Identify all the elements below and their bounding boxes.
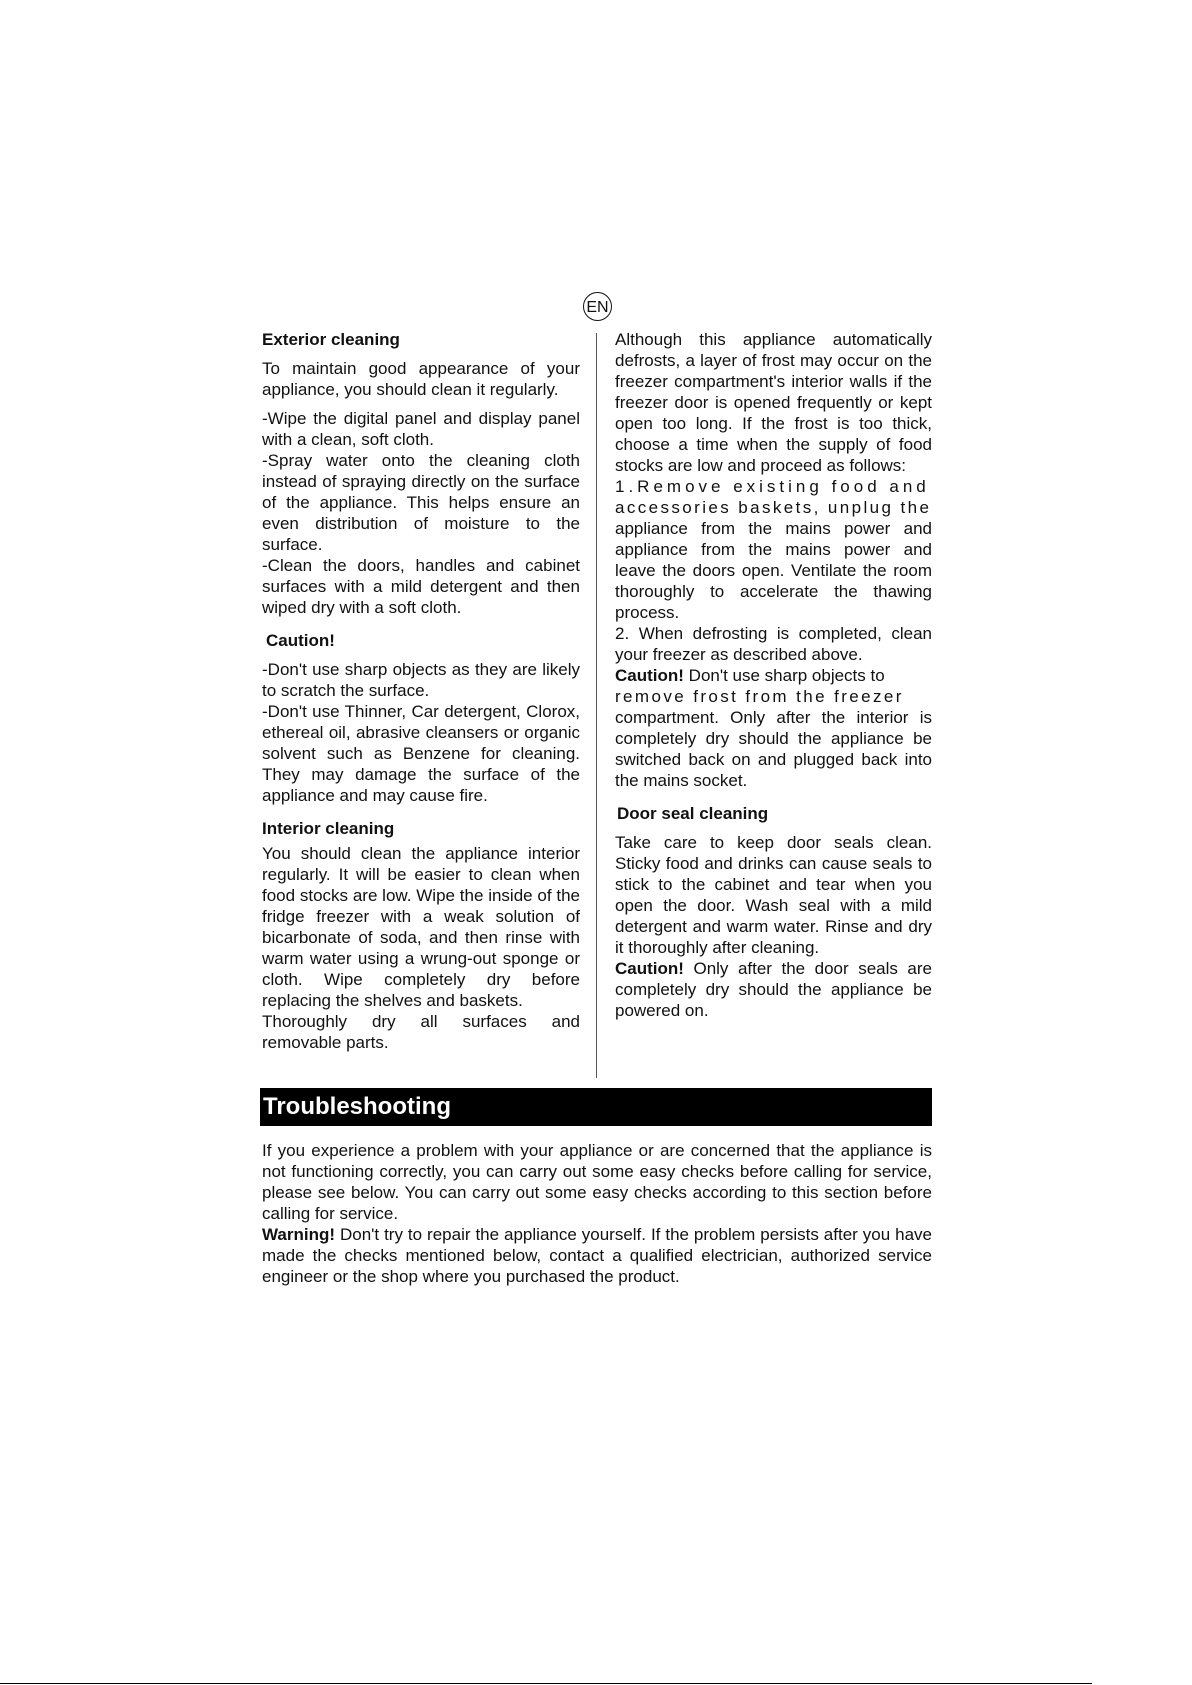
door-seal-text: Take care to keep door seals clean. Sticky food and drinks can cause seals to stick to the cabinet and tear when you open the door. Wash seal with a mild detergent and warm water. Rinse and dry it thoroughly after cleaning. xyxy=(615,833,932,957)
caution-bullet-2: -Don't use Thinner, Car detergent, Clorox, ethereal oil, abrasive cleansers or organic solvent such as Benzene for cleaning. They may damage the surface of the appliance and may cause fire. xyxy=(262,702,580,805)
door-seal-heading: Door seal cleaning xyxy=(617,804,769,823)
defrost-step-1-line-1: 1.Remove existing food and xyxy=(615,477,930,496)
exterior-cleaning-intro: To maintain good appearance of your appliance, you should clean it regularly. xyxy=(262,359,580,399)
defrost-intro: Although this appliance automatically defrosts, a layer of frost may occur on the freezer compartment's interior walls if the freezer door is opened frequently or kept open too long. If the frost is too thick, choose a time when the supply of food stocks are low and proceed as follows: xyxy=(615,330,932,475)
exterior-cleaning-heading: Exterior cleaning xyxy=(262,330,400,349)
troubleshooting-body xyxy=(262,1140,932,1287)
bottom-rule xyxy=(0,1683,1092,1684)
exterior-bullet-2: -Spray water onto the cleaning cloth instead of spraying directly on the surface of the appliance. This helps ensure an even distribution of moisture to the surface. xyxy=(262,451,580,554)
language-badge: EN xyxy=(583,292,612,321)
defrost-caution-label: Caution! xyxy=(615,666,684,685)
caution-heading: Caution! xyxy=(266,631,335,650)
exterior-bullet-1: -Wipe the digital panel and display panel with a clean, soft cloth. xyxy=(262,409,580,449)
interior-cleaning-text: You should clean the appliance interior regularly. It will be easier to clean when food stocks are low. Wipe the inside of the fridge freezer with a weak solution of bicarbonate of soda, and then rinse with warm water using a wrung-out sponge or cloth. Wipe completely dry before replacing the shelves and baskets. xyxy=(262,844,580,1010)
right-column xyxy=(615,329,932,1021)
defrost-step-1-line-2: accessories baskets, unplug the xyxy=(615,498,932,517)
exterior-bullet-3: -Clean the doors, handles and cabinet surfaces with a mild detergent and then wiped dry with a soft cloth. xyxy=(262,556,580,617)
defrost-caution-line-2: remove frost from the freezer xyxy=(615,687,904,706)
door-seal-caution-label: Caution! xyxy=(615,959,684,978)
defrost-caution-text-1: Don't use sharp objects to xyxy=(683,666,885,685)
troubleshooting-warning-text: Don't try to repair the appliance yourself. If the problem persists after you have made the checks mentioned below, contact a qualified electrician, authorized service engineer or the shop where you purchased the product. xyxy=(262,1225,932,1286)
left-column xyxy=(262,329,580,1053)
troubleshooting-warning-label: Warning! xyxy=(262,1225,336,1244)
interior-cleaning-heading: Interior cleaning xyxy=(262,819,395,838)
interior-cleaning-dry-note: Thoroughly dry all surfaces and removable parts. xyxy=(262,1012,580,1052)
troubleshooting-warning xyxy=(262,1224,932,1287)
column-divider xyxy=(596,333,597,1078)
troubleshooting-intro: If you experience a problem with your appliance or are concerned that the appliance is not functioning correctly, you can carry out some easy checks before calling for service, please see below. You can carry out some easy checks according to this section before calling for service. xyxy=(262,1141,932,1223)
door-seal-caution xyxy=(615,958,932,1021)
defrost-caution-line-1 xyxy=(615,665,932,686)
defrost-step-2: 2. When defrosting is completed, clean your freezer as described above. xyxy=(615,624,932,664)
troubleshooting-title-bar: Troubleshooting xyxy=(260,1088,932,1126)
door-seal-caution-text: Only after the door seals are completely dry should the appliance be powered on. xyxy=(615,959,932,1020)
defrost-caution-rest: compartment. Only after the interior is completely dry should the appliance be switched back on and plugged back into the mains socket. xyxy=(615,708,932,790)
defrost-step-1-rest: appliance from the mains power and appliance from the mains power and leave the doors open. Ventilate the room thoroughly to accelerate the thawing process. xyxy=(615,519,932,622)
caution-bullet-1: -Don't use sharp objects as they are likely to scratch the surface. xyxy=(262,660,580,700)
